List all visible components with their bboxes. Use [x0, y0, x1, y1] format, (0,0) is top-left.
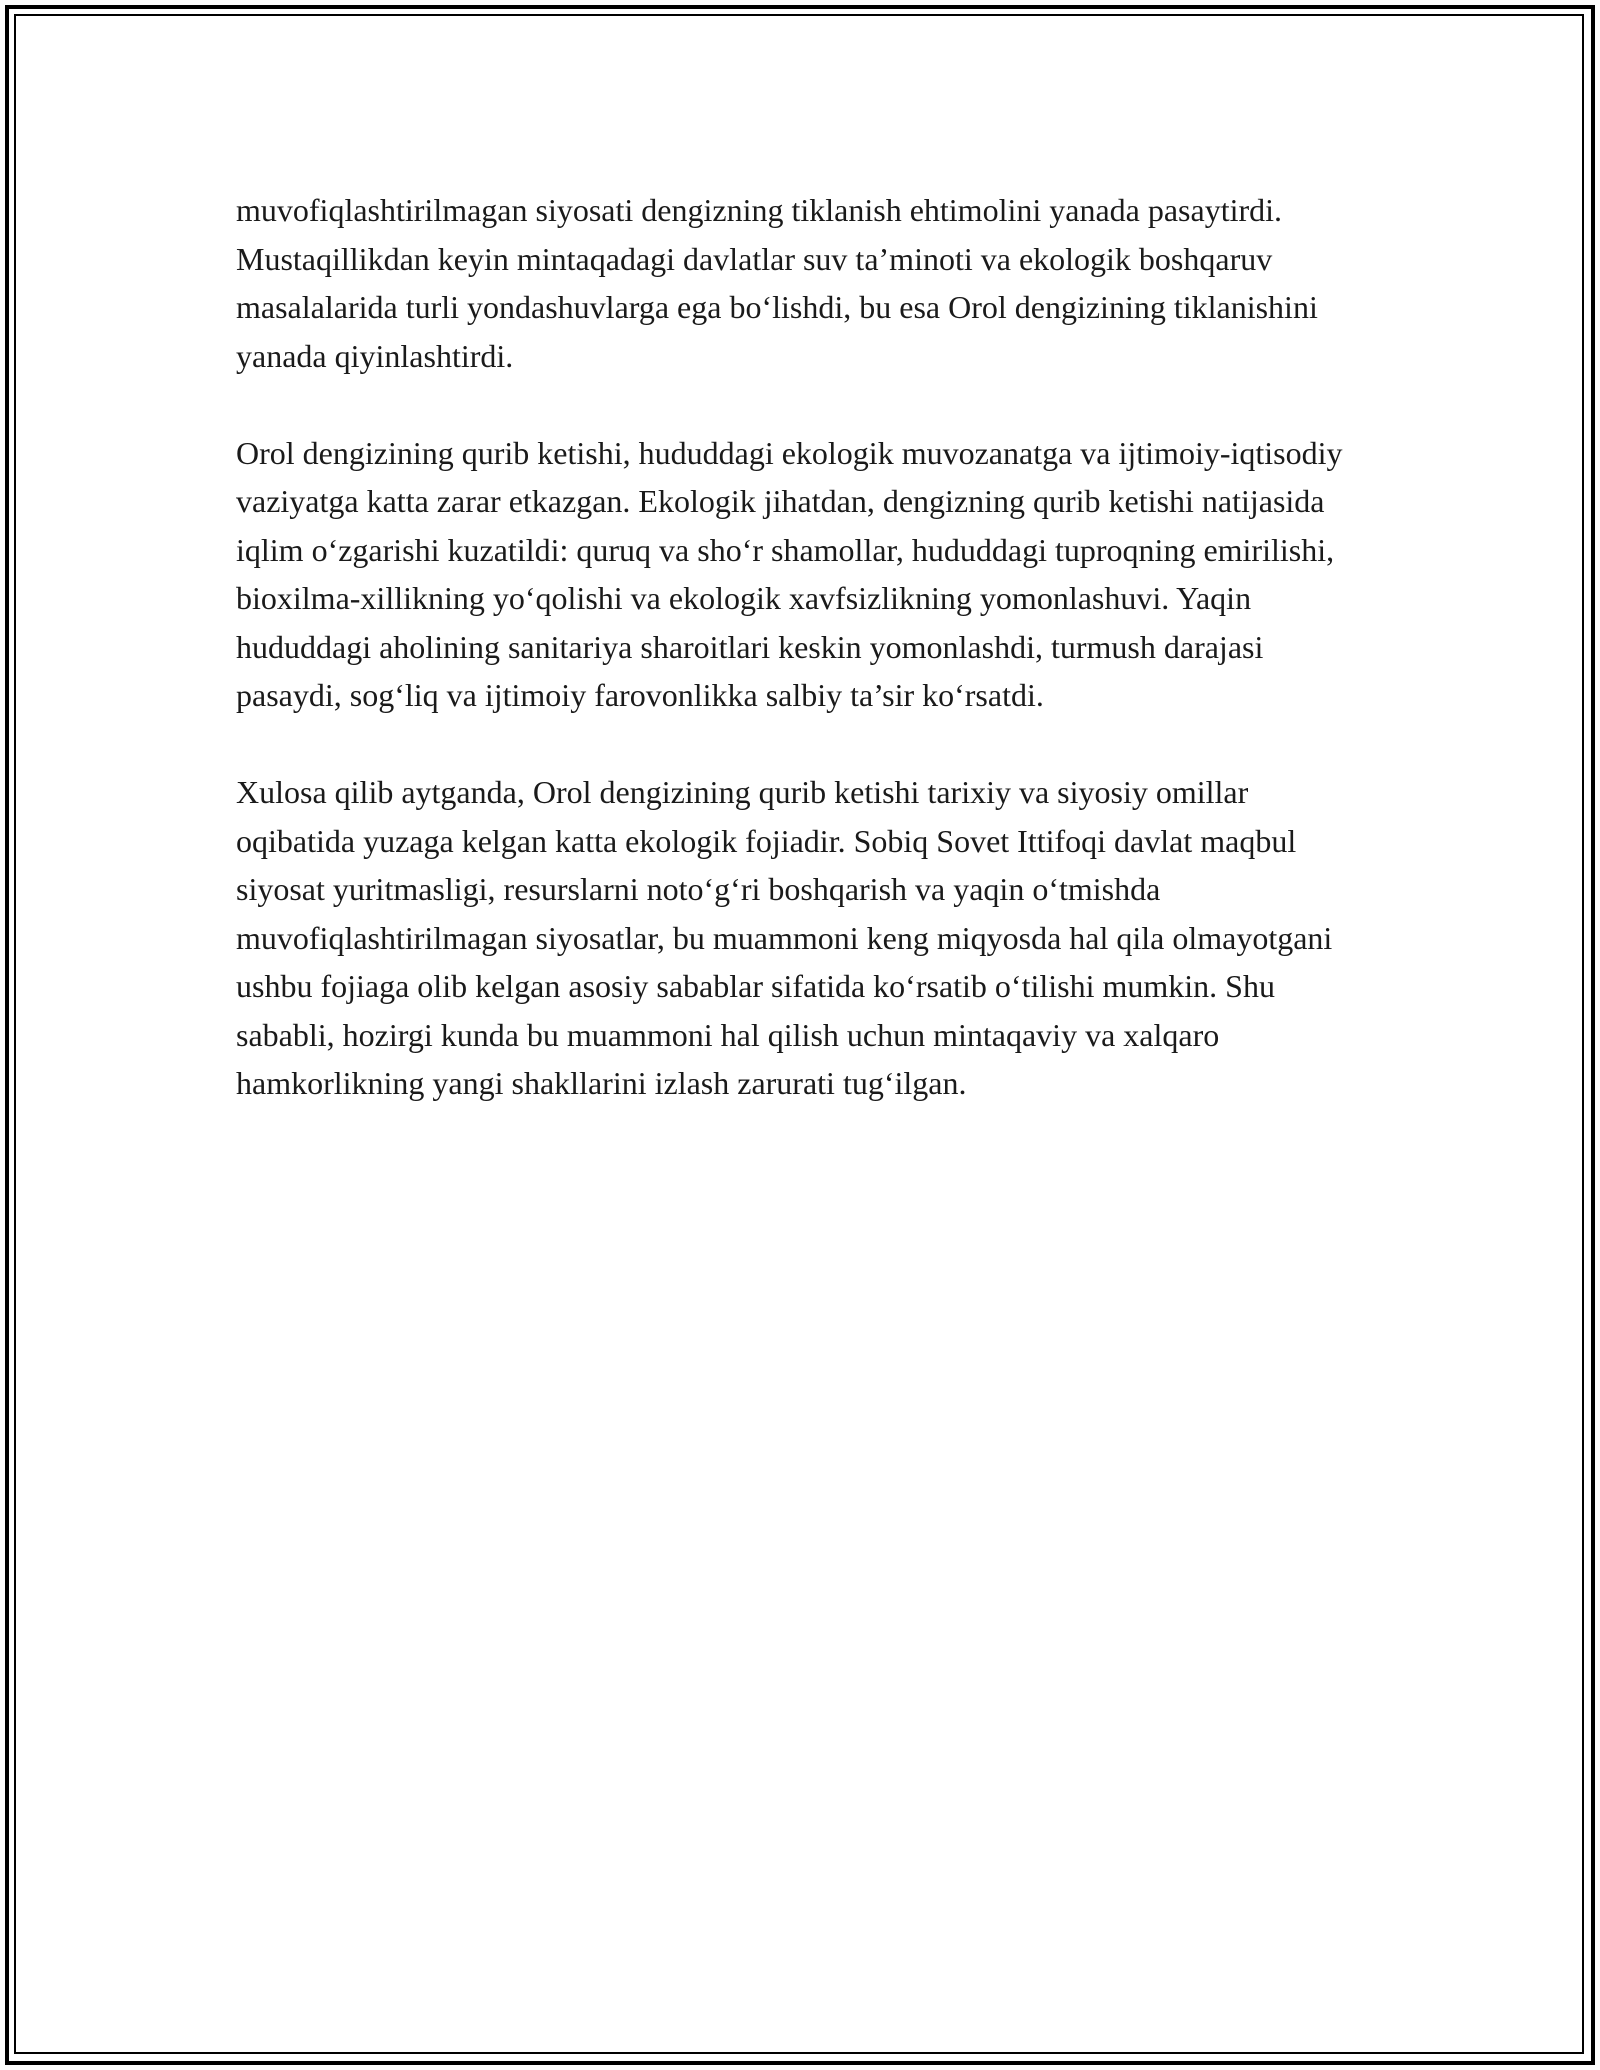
- paragraph: Xulosa qilib aytganda, Orol dengizining qurib ketishi tarixiy va siyosiy omillar oqibatida yuzaga kelgan katta ekologik fojiadir. Sobiq Sovet Ittifoqi davlat maqbul siyosat yuritmasligi, resurslarni noto‘g‘ri boshqarish va yaqin o‘tmishda muvofiqlashtirilmagan siyosatlar, bu muammoni keng miqyosda hal qila olmayotgani ushbu fojiaga olib kelgan asosiy sabablar sifatida ko‘rsatib o‘tilishi mumkin. Shu sababli, hozirgi kunda bu muammoni hal qilish uchun mintaqaviy va xalqaro hamkorlikning yangi shakllarini izlash zarurati tug‘ilgan.: [236, 774, 1333, 1101]
- paragraph: Orol dengizining qurib ketishi, hududdagi ekologik muvozanatga va ijtimoiy-iqtisodiy vaziyatga katta zarar etkazgan. Ekologik jihatdan, dengizning qurib ketishi natijasida iqlim o‘zgarishi kuzatildi: quruq va sho‘r shamollar, hududdagi tuproqning emirilishi, bioxilma-xillikning yo‘qolishi va ekologik xavfsizlikning yomonlashuvi. Yaqin hududdagi aholining sanitariya sharoitlari keskin yomonlashdi, turmush darajasi pasaydi, sog‘liq va ijtimoiy farovonlikka salbiy ta’sir ko‘rsatdi.: [236, 434, 1343, 713]
- paragraph: muvofiqlashtirilmagan siyosati dengizning tiklanish ehtimolini yanada pasaytirdi. Mustaqillikdan keyin mintaqadagi davlatlar suv ta’minoti va ekologik boshqaruv masalalarida turli yondashuvlarga ega bo‘lishdi, bu esa Orol dengizining tiklanishini yanada qiyinlashtirdi.: [236, 192, 1318, 374]
- document-body: [236, 186, 1366, 1156]
